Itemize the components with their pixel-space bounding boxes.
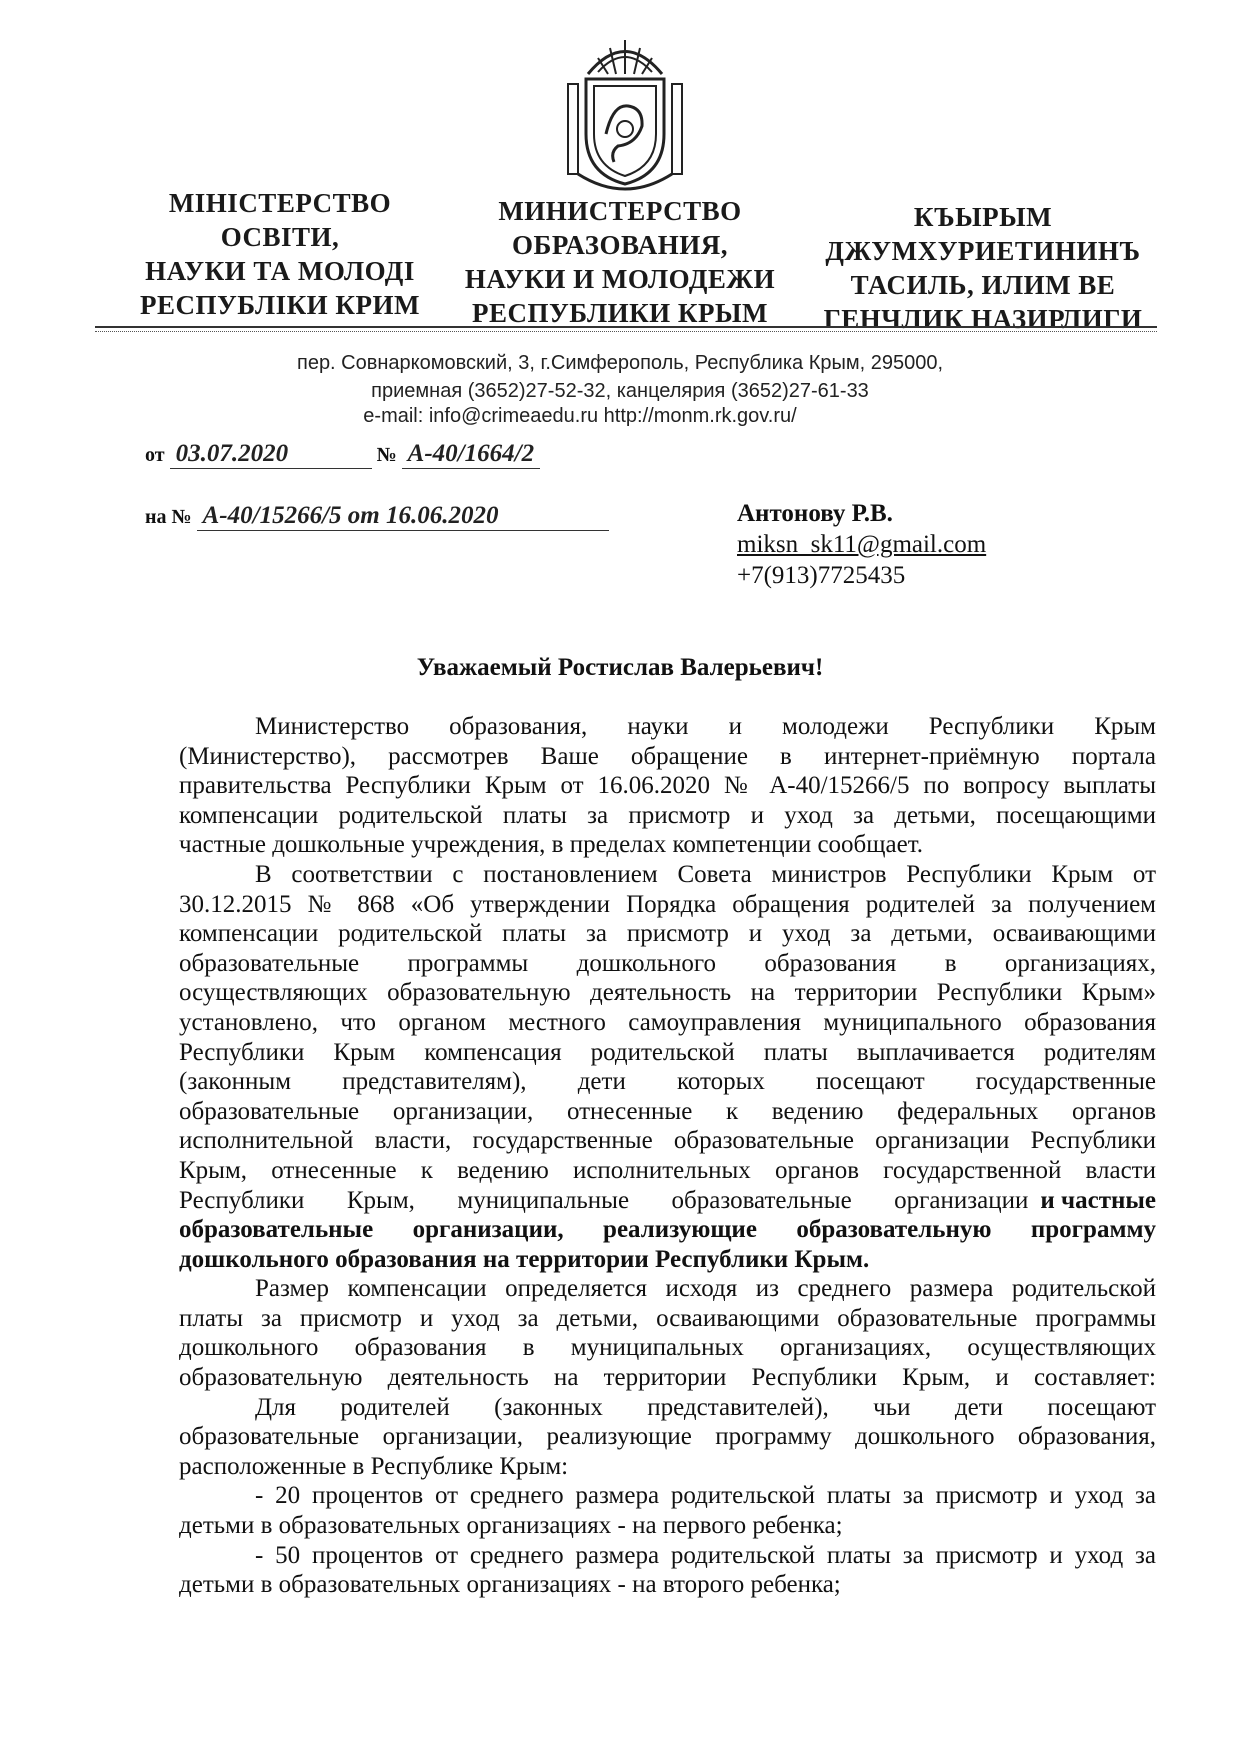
- paragraph-2: [179, 860, 1156, 1274]
- text-line: - 50 процентов от среднего размера родительской платы за присмотр и уход за: [255, 1541, 1156, 1569]
- list-item-first-child: [179, 1481, 1156, 1540]
- text-line: правительства Республики Крым от 16.06.2020 № А-40/15266/5 по вопросу выплаты: [179, 772, 1156, 800]
- text-line: образовательные организации, реализующие программу дошкольного образования,: [179, 1423, 1156, 1451]
- header-line: ГЕНЧЛИК НАЗИРЛИГИ: [823, 304, 1143, 334]
- paragraph-1: [179, 712, 1156, 860]
- text-segment: Республики Крым, муниципальные образовательные организации: [179, 1186, 1029, 1214]
- text-line: [179, 1186, 1156, 1216]
- text-line: Крым, отнесенные к ведению исполнительных органов государственной власти: [179, 1156, 1156, 1184]
- text-line: установлено, что органом местного самоуправления муниципального образования: [179, 1008, 1156, 1036]
- header-ministry-russian: [450, 194, 790, 330]
- recipient-phone: +7(913)7725435: [737, 562, 906, 589]
- header-line: РЕСПУБЛІКИ КРИМ: [139, 290, 420, 320]
- text-line: В соответствии с постановлением Совета министров Республики Крым от: [255, 860, 1156, 888]
- recipient-email: miksn_sk11@gmail.com: [737, 531, 987, 558]
- text-line: Республики Крым компенсация родительской платы выплачивается родителям: [179, 1038, 1156, 1066]
- header-line: ДЖУМХУРИЕТИНИНЪ: [825, 236, 1141, 266]
- text-line: 30.12.2015 № 868 «Об утверждении Порядка обращения родителей за получением: [179, 890, 1156, 918]
- header-line: МІНІСТЕРСТВО: [168, 188, 392, 218]
- header-line: ОСВІТИ,: [220, 222, 340, 252]
- header-divider: [95, 326, 1157, 328]
- header-divider-thin: [95, 331, 1157, 332]
- phones-line: приемная (3652)27-52-32, канцелярия (3652)27-61-33: [371, 380, 869, 402]
- text-line: осуществляющих образовательную деятельность на территории Республики Крым»: [179, 979, 1156, 1007]
- recipient-name: Антонову Р.В.: [737, 500, 893, 527]
- text-line: - 20 процентов от среднего размера родительской платы за присмотр и уход за: [255, 1482, 1156, 1510]
- text-line: детьми в образовательных организациях - на первого ребенка;: [179, 1512, 843, 1540]
- list-item-second-child: [179, 1541, 1156, 1600]
- outgoing-number: А-40/1664/2: [402, 440, 540, 469]
- text-line-bold: образовательные организации, реализующие образовательную программу: [179, 1216, 1156, 1244]
- text-line: платы за присмотр и уход за детьми, осваивающими образовательные программы: [179, 1304, 1156, 1332]
- header-ministry-crimean-tatar: [813, 200, 1153, 336]
- header-ministry-ukrainian: [110, 186, 450, 322]
- header-line: ОБРАЗОВАНИЯ,: [511, 230, 729, 260]
- text-line: расположенные в Республике Крым:: [179, 1452, 569, 1480]
- text-line: детьми в образовательных организациях - на второго ребенка;: [179, 1571, 841, 1599]
- text-line: частные дошкольные учреждения, в пределах компетенции сообщает.: [179, 831, 924, 859]
- outgoing-date: 03.07.2020: [170, 440, 372, 469]
- reply-label: на №: [145, 506, 192, 528]
- text-line: компенсации родительской платы за присмотр и уход за детьми, осваивающими: [179, 920, 1156, 948]
- paragraph-3: [179, 1274, 1156, 1392]
- text-line: образовательные организации, отнесенные к ведению федеральных органов: [179, 1097, 1156, 1125]
- recipient-block: [737, 498, 986, 591]
- crimea-coat-of-arms-emblem: [558, 34, 692, 194]
- email-web-line: e-mail: info@crimeaedu.ru http://monm.rk.gov.ru/: [363, 405, 797, 427]
- text-line: Размер компенсации определяется исходя из среднего размера родительской: [255, 1275, 1156, 1303]
- text-line: Министерство образования, науки и молодежи Республики Крым: [255, 713, 1156, 740]
- text-line: Для родителей (законных представителей), чьи дети посещают: [255, 1393, 1156, 1421]
- incoming-reference: [145, 502, 609, 531]
- text-line: (законным представителям), дети которых посещают государственные: [179, 1068, 1156, 1096]
- paragraph-4: [179, 1393, 1156, 1482]
- text-line: образовательные программы дошкольного образования в организациях,: [179, 949, 1156, 977]
- text-line: (Министерство), рассмотрев Ваше обращение в интернет-приёмную портала: [179, 742, 1156, 770]
- header-line: РЕСПУБЛИКИ КРЫМ: [471, 298, 768, 328]
- text-segment-bold: и частные: [1040, 1186, 1156, 1214]
- address-line: пер. Совнаркомовский, 3, г.Симферополь, Республика Крым, 295000,: [296, 352, 943, 374]
- greeting: Уважаемый Ростислав Валерьевич!: [416, 654, 824, 681]
- header-line: ТАСИЛЬ, ИЛИМ ВЕ: [850, 270, 1116, 300]
- text-line: образовательную деятельность на территории Республики Крым, и составляет:: [179, 1364, 1156, 1392]
- header-line: КЪЫРЫМ: [913, 202, 1053, 232]
- letter-body: [179, 712, 1156, 1600]
- number-label: №: [376, 444, 397, 466]
- text-line: компенсации родительской платы за присмотр и уход за детьми, посещающими: [179, 801, 1156, 829]
- text-line-bold: дошкольного образования на территории Республики Крым.: [179, 1245, 870, 1273]
- header-line: МИНИСТЕРСТВО: [498, 196, 742, 226]
- header-line: НАУКИ И МОЛОДЕЖИ: [464, 264, 776, 294]
- from-label: от: [145, 444, 165, 466]
- text-line: дошкольного образования в муниципальных организациях, осуществляющих: [179, 1334, 1156, 1362]
- reply-number: А-40/15266/5 от 16.06.2020: [197, 502, 609, 531]
- outgoing-reference: [145, 440, 540, 469]
- text-line: исполнительной власти, государственные образовательные организации Республики: [179, 1127, 1156, 1155]
- header-line: НАУКИ ТА МОЛОДІ: [145, 256, 415, 286]
